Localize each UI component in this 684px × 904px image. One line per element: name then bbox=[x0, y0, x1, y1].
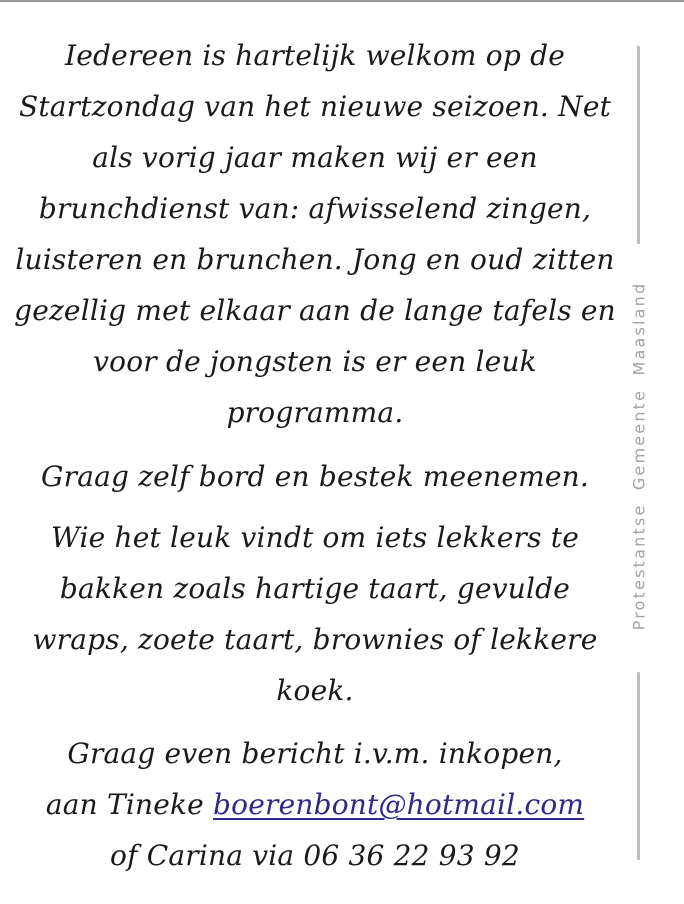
rail-line-lower bbox=[637, 672, 640, 860]
rail-line-upper bbox=[637, 46, 640, 244]
intro-paragraph: Iedereen is hartelijk welkom op de Startzondag van het nieuwe seizoen. Net als vorig jaar maken wij er een brunchdienst van: afwisselend zingen, luisteren en brunchen. Jong en oud zitten gezellig met elkaar aan de lange tafels en voor de jongsten is er een leuk programma. bbox=[14, 39, 616, 429]
contact-line-2-prefix: aan Tineke bbox=[45, 788, 214, 821]
contact-paragraph bbox=[10, 728, 620, 881]
baking-paragraph: Wie het leuk vindt om iets lekkers te bakken zoals hartige taart, gevulde wraps, zoete taart, brownies of lekkere koek. bbox=[32, 521, 598, 707]
church-name-label: Protestantse Gemeente Maasland bbox=[629, 281, 649, 631]
invitation-text bbox=[10, 30, 620, 881]
contact-line-3: of Carina via 06 36 22 93 92 bbox=[110, 839, 520, 872]
email-link[interactable]: boerenbont@hotmail.com bbox=[213, 788, 585, 821]
top-divider bbox=[0, 0, 684, 2]
bring-items-paragraph: Graag zelf bord en bestek meenemen. bbox=[41, 460, 589, 493]
side-rail bbox=[627, 46, 651, 860]
contact-line-1: Graag even bericht i.v.m. inkopen, bbox=[67, 737, 563, 770]
